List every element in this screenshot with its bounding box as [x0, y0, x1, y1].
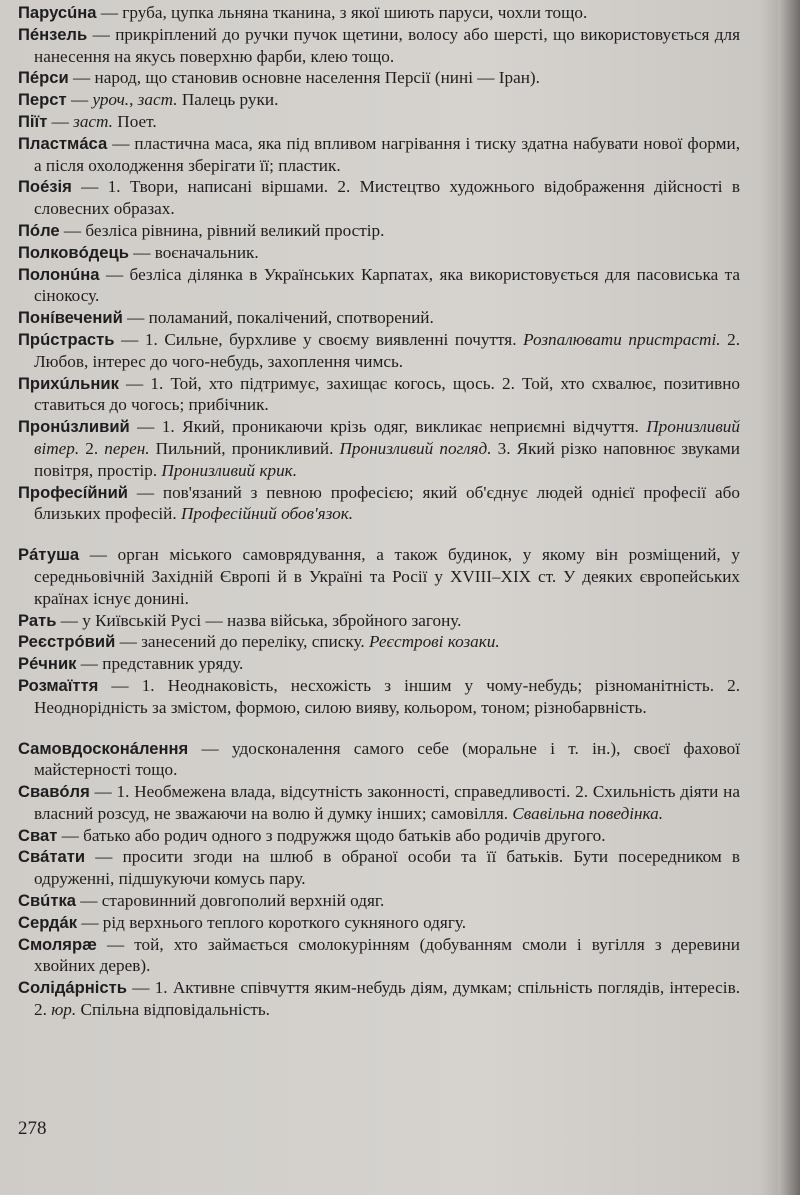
entry-text: Поет. — [112, 111, 157, 131]
entry-headword: Пронúзливий — [18, 417, 130, 437]
entry-text: — пов'язаний з певною професією; який об'єднує людей однієї професії або близьких професій. — [34, 482, 740, 524]
glossary-entry — [18, 2, 740, 24]
entry-text: — 1. Неоднаковість, несхожість з іншим у чому-небудь; різноманітність. 2. Неоднорідність за змістом, формою, силою вияву, кольором, тоном; різнобарвність. — [34, 675, 740, 717]
entry-headword: Рéчник — [18, 654, 77, 674]
glossary-entry — [18, 373, 740, 417]
glossary-entry — [18, 610, 740, 632]
entry-text: Пильний, проникливий. — [149, 438, 340, 458]
entry-text: — безліса рівнина, рівний великий простір. — [59, 220, 385, 240]
glossary-entry — [18, 890, 740, 912]
entry-text: — старовинний довгополий верхній одяг. — [75, 891, 385, 911]
page-binding-shadow — [778, 0, 800, 1195]
entry-text: — прикріплений до ручки пучок щетини, волосу або шерсті, що використовується для нанесення на якусь поверхню фарби, клею тощо. — [34, 24, 740, 66]
glossary-entry — [18, 329, 740, 373]
entry-text: — той, хто займається смолокурінням (добуванням смоли і вугілля з деревини хвойних дерев). — [34, 934, 740, 976]
entry-headword: Професíйний — [18, 482, 128, 502]
glossary-entry — [18, 653, 740, 675]
glossary-entry — [18, 24, 740, 68]
entry-text: — 1. Який, проникаючи крізь одяг, викликає неприємні відчуття. — [129, 417, 647, 437]
glossary-entry — [18, 825, 740, 847]
glossary-entry — [18, 738, 740, 782]
glossary-entry — [18, 846, 740, 890]
entry-italic: Реєстрові козаки. — [368, 632, 500, 652]
entry-headword: Пéрси — [18, 68, 69, 88]
entry-text: 2. — [79, 438, 105, 458]
entry-headword: Прúстрасть — [18, 329, 115, 349]
glossary-entry — [18, 176, 740, 220]
entry-italic: Розпалювати пристрасті. — [523, 329, 721, 349]
entry-text: — — [66, 90, 93, 110]
entry-text: — занесений до переліку, списку. — [115, 632, 369, 652]
entry-headword: Піїт — [18, 111, 48, 131]
entry-italic: Пронизливий вітер. — [34, 417, 740, 458]
entry-headword: Свáтати — [18, 847, 86, 867]
entry-headword: Пéнзель — [18, 24, 88, 44]
entry-italic: перен. — [104, 438, 150, 458]
entry-text: 2. Любов, інтерес до чого-небудь, захоплення чимсь. — [34, 329, 741, 371]
entry-headword: Самовдосконáлення — [18, 738, 189, 758]
entry-headword: Парусúна — [18, 3, 97, 22]
entry-text: — воєначальник. — [128, 242, 259, 262]
entry-headword: Поéзія — [18, 177, 72, 197]
entry-text: — у Київській Русі — назва війська, збройного загону. — [56, 610, 462, 630]
entry-headword: Рáтуша — [18, 545, 80, 565]
glossary-entry — [18, 307, 740, 329]
glossary-section — [18, 2, 740, 525]
entry-text: — удосконалення самого себе (моральне і т. ін.), своєї фахової майстерності тощо. — [34, 738, 740, 780]
entry-headword: Полковóдець — [18, 242, 129, 262]
entry-italic: уроч., заст. — [92, 90, 178, 110]
entry-headword: Свúтка — [18, 891, 76, 911]
glossary-entry — [18, 675, 740, 719]
entry-italic: заст. — [73, 111, 113, 131]
entry-text: — груба, цупка льняна тканина, з якої шиють паруси, чохли тощо. — [96, 3, 588, 22]
glossary-entry — [18, 111, 740, 133]
entry-headword: Прихúльник — [18, 373, 119, 393]
glossary-entry — [18, 912, 740, 934]
entry-text: Спільна відповідальність. — [76, 1000, 270, 1020]
glossary-section — [18, 544, 740, 718]
entry-headword: Розмаїття — [18, 675, 99, 695]
entry-text: — — [47, 111, 74, 131]
entry-headword: Сердáк — [18, 912, 78, 932]
glossary-entry — [18, 416, 740, 481]
glossary-entry — [18, 242, 740, 264]
entry-headword: Пластмáса — [18, 133, 108, 153]
entry-headword: Свавóля — [18, 782, 90, 802]
entry-text: Палець руки. — [177, 90, 279, 110]
glossary-entry — [18, 67, 740, 89]
glossary-entry — [18, 781, 740, 825]
entry-text: — безліса ділянка в Українських Карпатах, яка використовується для пасовиська та сінокосу. — [34, 264, 740, 306]
entry-text: — орган міського самоврядування, а також будинок, у якому він розміщений, у середньовічній Західній Європі й в Україні та Росії у XVIII–XIX ст. У деяких європейських країнах існує донині. — [34, 545, 740, 608]
entry-italic: Пронизливий крик. — [161, 460, 298, 480]
entry-text: — поламаний, покалічений, спотворений. — [122, 308, 434, 328]
entry-text: — 1. Активне співчуття яким-небудь діям, думкам; спільність поглядів, інтересів. 2. — [34, 978, 740, 1020]
entry-text: — пластична маса, яка під впливом нагрівання і тиску здатна набувати нової форми, а після охолодження зберігати її; пластик. — [34, 133, 740, 175]
entry-headword: Понíвечений — [18, 308, 123, 328]
entry-text: — народ, що становив основне населення Персії (нині — Іран). — [68, 68, 540, 88]
glossary-entry — [18, 264, 740, 308]
entry-text: — 1. Той, хто підтримує, захищає когось, щось. 2. Той, хто схвалює, позитивно ставиться до чогось; прибічник. — [34, 373, 740, 415]
entry-text: — просити згоди на шлюб в обраної особи та її батьків. Бути посередником в одруженні, підшукуючи комусь пару. — [34, 847, 740, 889]
glossary-section — [18, 738, 740, 1021]
entry-text: — 1. Необмежена влада, відсутність законності, справедливості. 2. Схильність діяти на власний розсуд, не зважаючи на волю й думку інших; самовілля. — [34, 782, 740, 823]
entry-text: — 1. Сильне, бурхливе у своєму виявленні почуття. — [114, 329, 524, 349]
glossary-entry — [18, 544, 740, 609]
entry-italic: Пронизливий погляд. — [339, 438, 492, 458]
entry-headword: Солідáрність — [18, 978, 127, 998]
entry-italic: Свавільна поведінка. — [512, 803, 664, 823]
entry-italic: юр. — [51, 1000, 77, 1020]
glossary-entry — [18, 89, 740, 111]
entry-italic: Професійний обов'язок. — [180, 504, 354, 524]
glossary-entry — [18, 220, 740, 242]
glossary-entry — [18, 482, 740, 526]
entry-headword: Полонúна — [18, 264, 100, 284]
entry-headword: Смолярæ — [18, 934, 97, 954]
page-number: 278 — [18, 1118, 47, 1139]
entry-text: — рід верхнього теплого короткого сукняного одягу. — [77, 912, 467, 932]
glossary-column — [18, 2, 740, 1040]
glossary-entry — [18, 631, 740, 653]
glossary-entry — [18, 977, 740, 1021]
entry-text: — 1. Твори, написані віршами. 2. Мистецтво художнього відображення дійсності в словесних образах. — [34, 177, 740, 219]
entry-headword: Реєстрóвий — [18, 632, 116, 652]
entry-text: — батько або родич одного з подружжя щодо батьків або родичів другого. — [57, 825, 606, 845]
glossary-entry — [18, 934, 740, 978]
entry-headword: Рать — [18, 610, 57, 630]
entry-text: — представник уряду. — [76, 654, 244, 674]
entry-headword: Пóле — [18, 220, 60, 240]
entry-headword: Сват — [18, 825, 58, 845]
entry-headword: Перст — [18, 90, 67, 110]
entry-text: 3. Який різко наповнює звуками повітря, простір. — [34, 438, 740, 480]
glossary-entry — [18, 133, 740, 177]
